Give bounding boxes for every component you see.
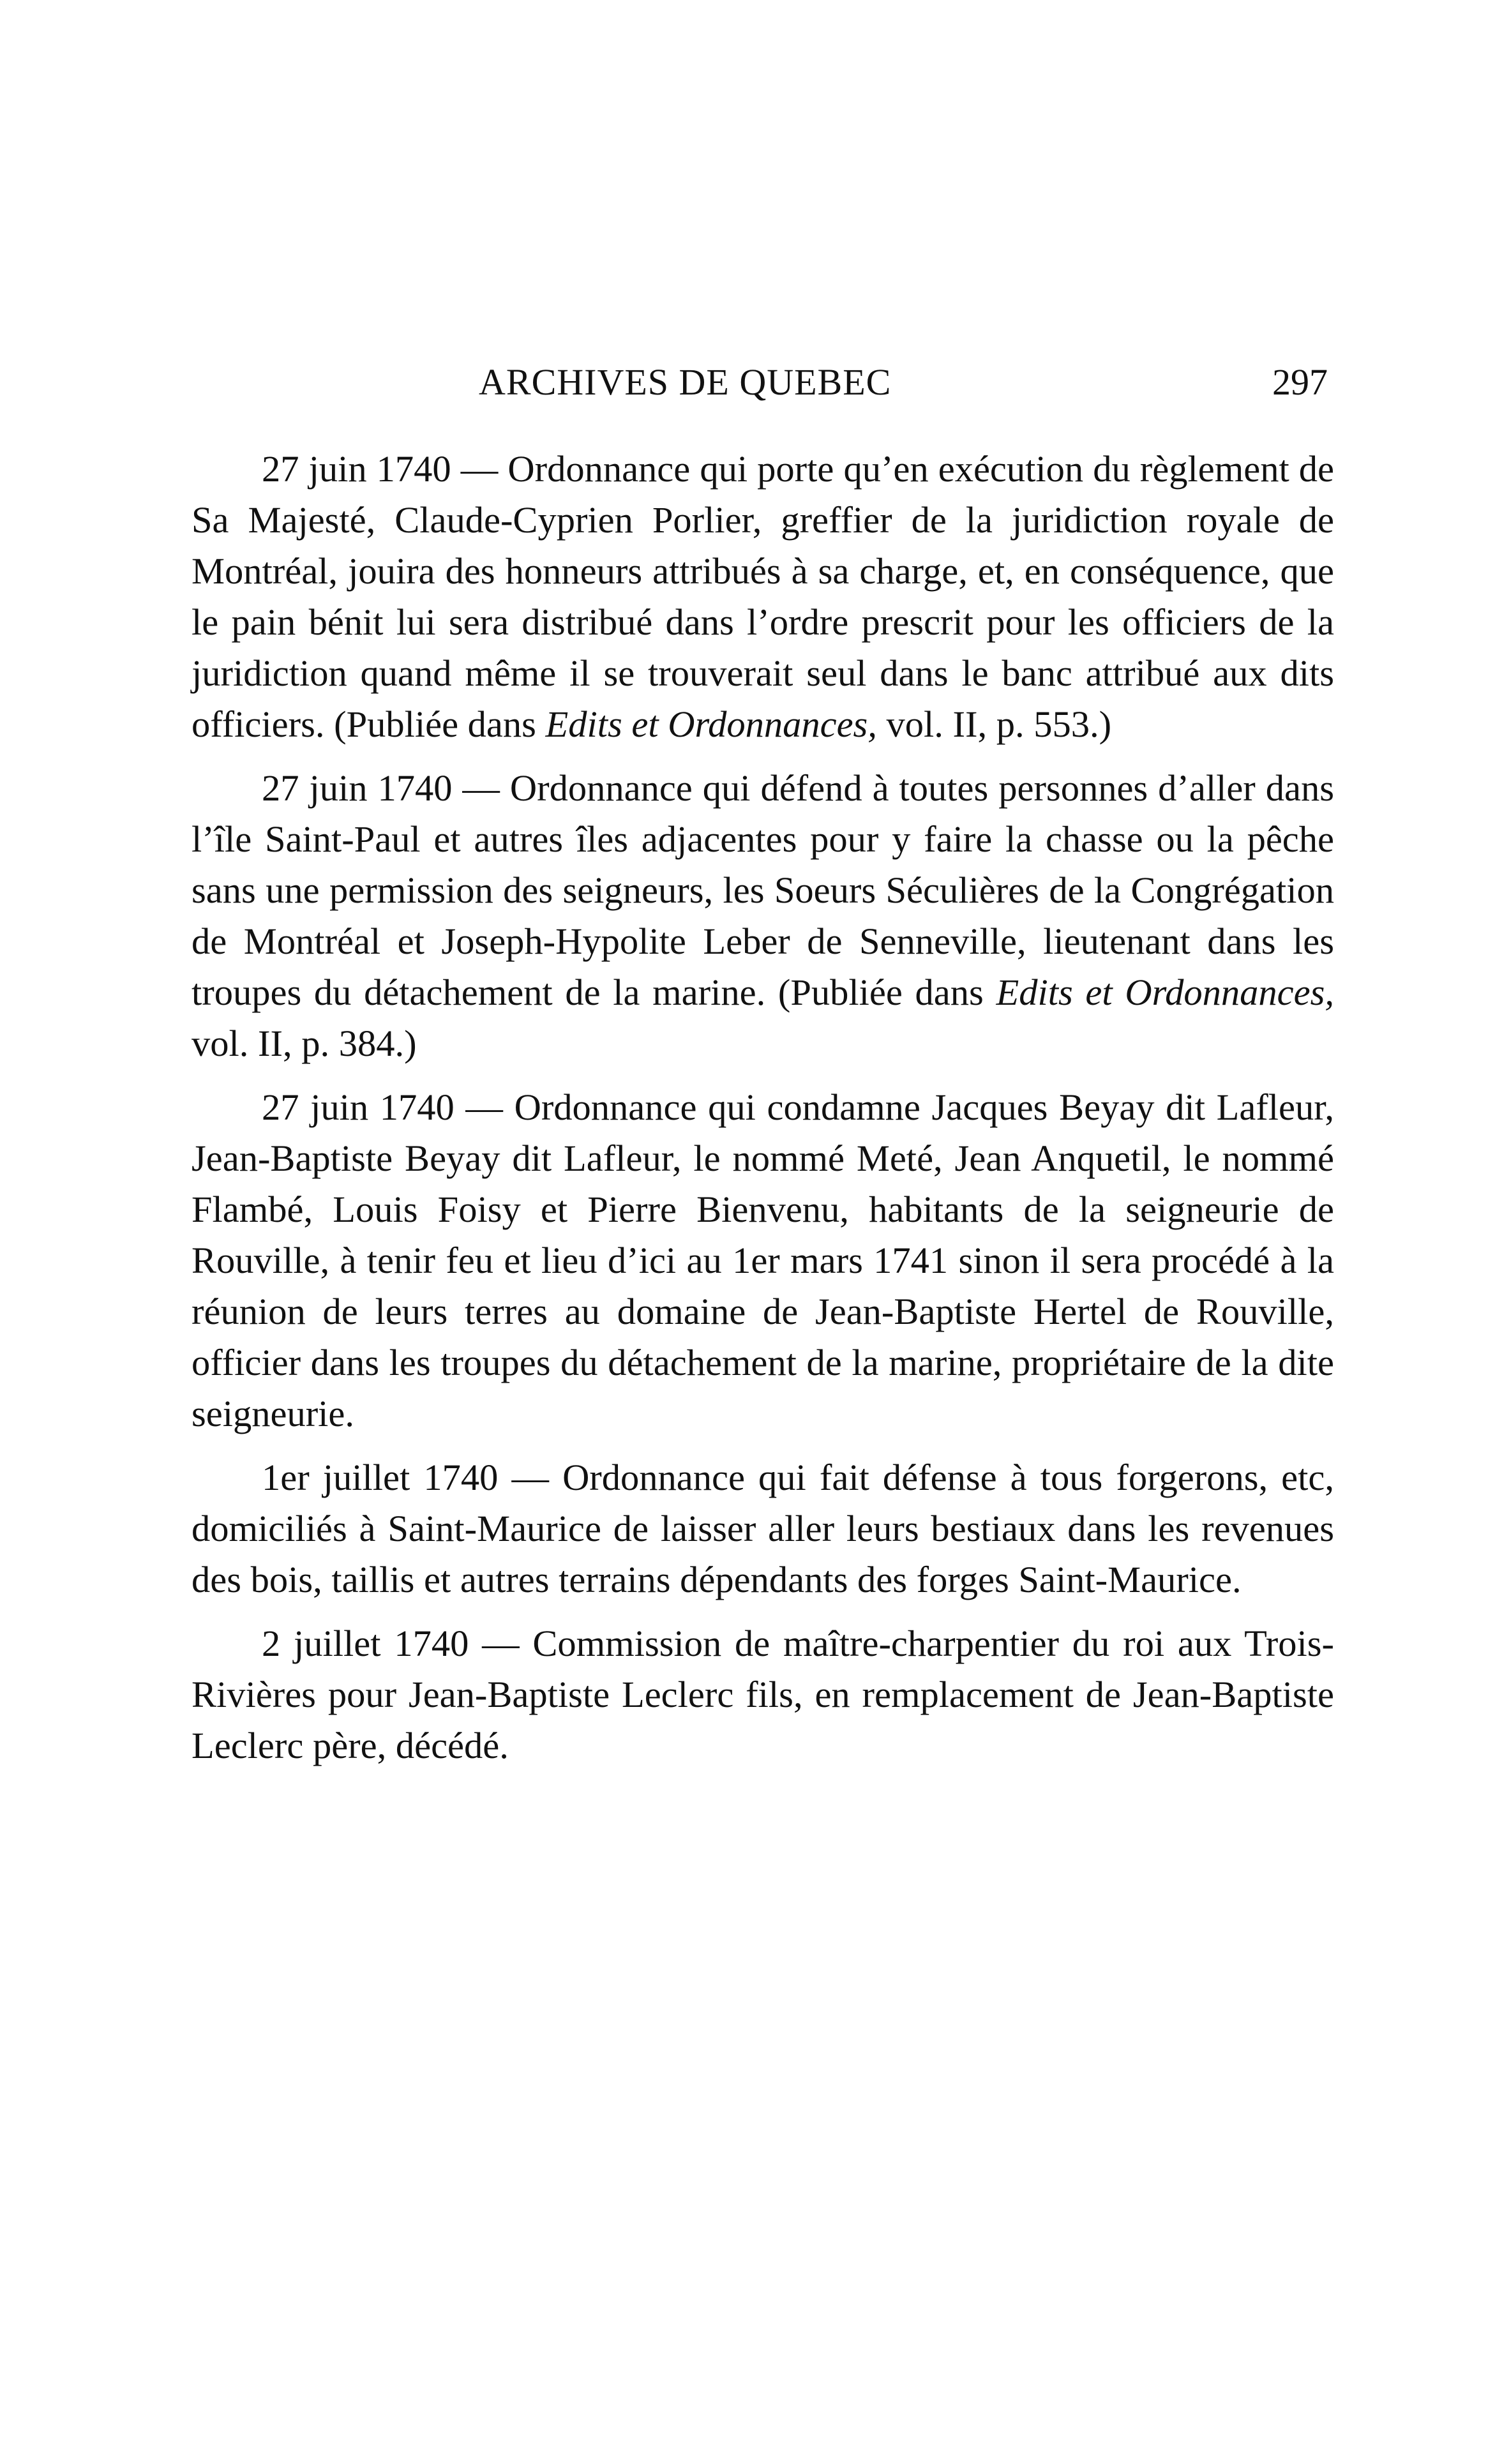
entry-reference: vol. II, p. 553.) bbox=[876, 703, 1112, 745]
entry-reference: vol. II, p. 384.) bbox=[192, 1023, 417, 1064]
entry-text: 27 juin 1740 — Ordonnance qui défend à toutes personnes d’aller dans l’île Saint-Paul et autres îles adjacentes pour y faire la chasse ou la pêche sans une permission des seigneurs, les Soeurs Séculières de la Congrégation de Montréal et Joseph-Hypolite Leber de Senneville, lieutenant dans les troupes du détachement de la marine. (Publiée dans bbox=[192, 767, 1334, 1013]
publication-title: Edits et Ordonnances, bbox=[996, 972, 1334, 1013]
entry-paragraph bbox=[192, 1618, 1334, 1771]
entry-text: 27 juin 1740 — Ordonnance qui condamne Jacques Beyay dit Lafleur, Jean-Baptiste Beyay dit Lafleur, le nommé Meté, Jean Anquetil, le nommé Flambé, Louis Foisy et Pierre Bienvenu, habitants de la seigneurie de Rouville, à tenir feu et lieu d’ici au 1er mars 1741 sinon il sera procédé à la réunion de leurs terres au domaine de Jean-Baptiste Hertel de Rouville, officier dans les troupes du détachement de la marine, propriétaire de la dite seigneurie. bbox=[192, 1086, 1334, 1434]
entry-paragraph bbox=[192, 1452, 1334, 1605]
entry-paragraph bbox=[192, 763, 1334, 1069]
entry-text: 27 juin 1740 — Ordonnance qui porte qu’en exécution du règlement de Sa Majesté, Claude-Cyprien Porlier, greffier de la juridiction royale de Montréal, jouira des honneurs attribués à sa charge, et, en conséquence, que le pain bénit lui sera distribué dans l’ordre prescrit pour les officiers de la juridiction quand même il se trouverait seul dans le banc attribué aux dits officiers. (Publiée dans bbox=[192, 448, 1334, 745]
running-head: ARCHIVES DE QUEBEC bbox=[479, 361, 892, 403]
entry-paragraph bbox=[192, 1082, 1334, 1439]
entry-text: 1er juillet 1740 — Ordonnance qui fait défense à tous forgerons, etc, domiciliés à Saint-Maurice de laisser aller leurs bestiaux dans les revenues des bois, taillis et autres terrains dépendants des forges Saint-Maurice. bbox=[192, 1457, 1334, 1600]
publication-title: Edits et Ordonnances, bbox=[545, 703, 877, 745]
entry-paragraph bbox=[192, 444, 1334, 750]
entry-text: 2 juillet 1740 — Commission de maître-charpentier du roi aux Trois-Rivières pour Jean-Baptiste Leclerc fils, en remplacement de Jean-Baptiste Leclerc père, décédé. bbox=[192, 1623, 1334, 1766]
page-number: 297 bbox=[1272, 361, 1328, 403]
page-header bbox=[192, 361, 1328, 412]
body-text bbox=[192, 444, 1334, 1784]
